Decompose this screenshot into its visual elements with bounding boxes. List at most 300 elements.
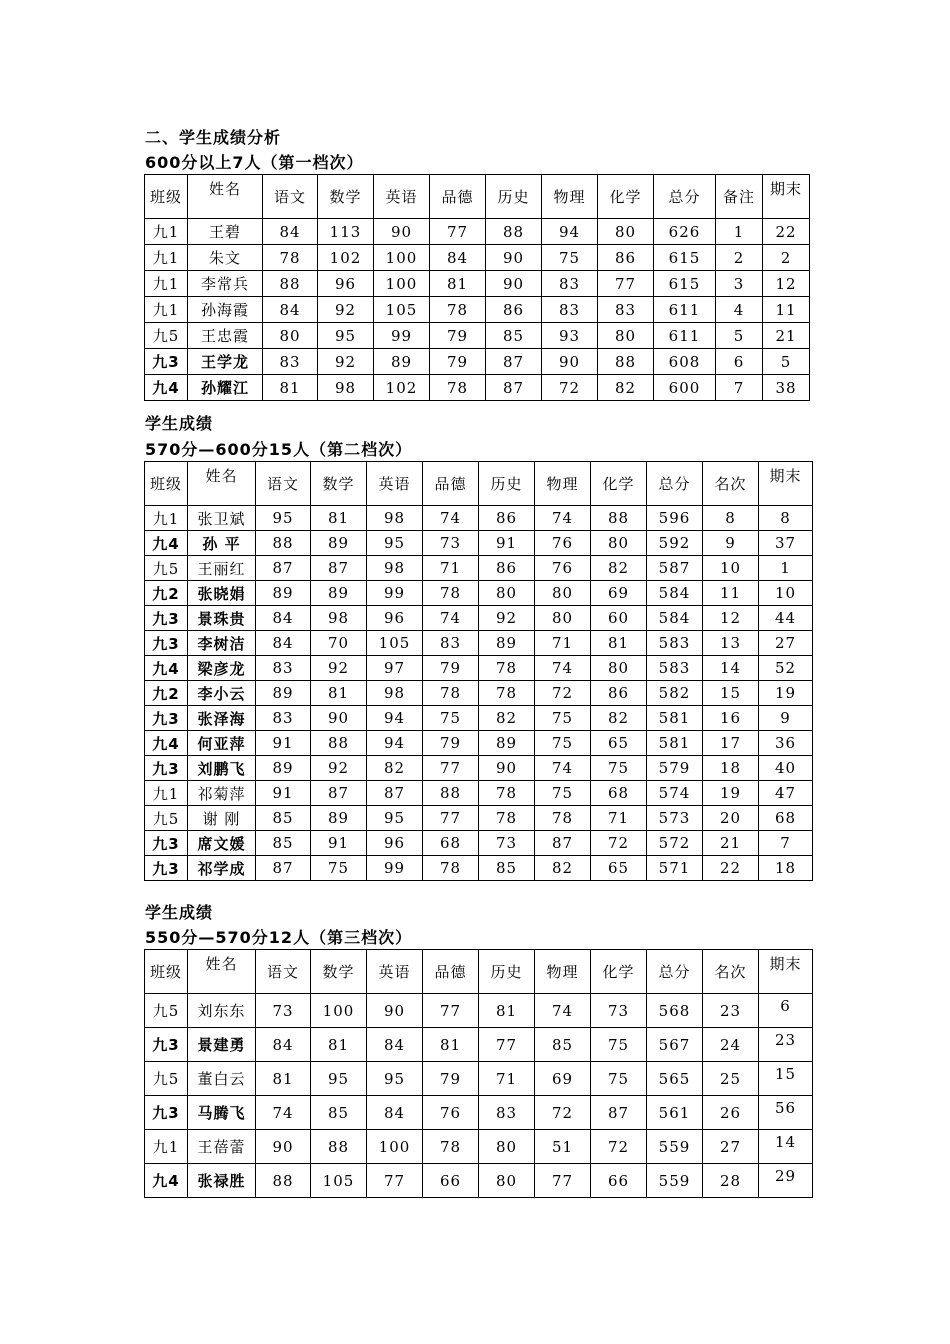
score-cell: 85 (479, 856, 535, 881)
score-cell: 608 (654, 349, 716, 375)
tier1-header-cell: 语文 (263, 175, 318, 219)
score-cell: 89 (479, 731, 535, 756)
score-cell: 10 (759, 581, 813, 606)
score-cell: 75 (423, 706, 479, 731)
score-cell: 40 (759, 756, 813, 781)
score-cell: 579 (647, 756, 703, 781)
table-row (145, 706, 813, 731)
score-cell: 93 (542, 323, 598, 349)
score-cell: 79 (430, 323, 486, 349)
score-cell: 105 (311, 1164, 367, 1198)
score-cell: 75 (591, 1062, 647, 1096)
score-cell: 87 (486, 375, 542, 401)
score-cell: 94 (542, 219, 598, 245)
score-cell: 583 (647, 656, 703, 681)
score-cell: 5 (763, 349, 810, 375)
table-row (145, 806, 813, 831)
class-cell: 九3 (145, 706, 188, 731)
tier3-header-cell: 化学 (591, 950, 647, 994)
score-cell: 73 (256, 994, 311, 1028)
student-name-cell: 何亚萍 (188, 731, 256, 756)
table-row (145, 1164, 813, 1198)
score-cell: 51 (535, 1130, 591, 1164)
score-cell: 79 (423, 656, 479, 681)
student-name-cell: 张晓娟 (188, 581, 256, 606)
score-cell: 27 (703, 1130, 759, 1164)
student-name-cell: 孙 平 (188, 531, 256, 556)
score-cell: 574 (647, 781, 703, 806)
score-cell: 92 (318, 297, 374, 323)
score-cell: 77 (430, 219, 486, 245)
tier3-header-cell: 数学 (311, 950, 367, 994)
score-cell: 80 (591, 656, 647, 681)
score-cell: 100 (367, 1130, 423, 1164)
score-cell: 87 (256, 856, 311, 881)
score-cell: 83 (479, 1096, 535, 1130)
tier1-header-cell: 英语 (374, 175, 430, 219)
table-row (145, 219, 810, 245)
student-name-cell: 李树洁 (188, 631, 256, 656)
score-cell: 7 (716, 375, 763, 401)
score-cell: 85 (256, 831, 311, 856)
score-cell: 615 (654, 245, 716, 271)
score-cell: 13 (703, 631, 759, 656)
score-cell: 70 (311, 631, 367, 656)
score-cell: 72 (535, 681, 591, 706)
tier1-header-cell: 备注 (716, 175, 763, 219)
score-cell: 12 (763, 271, 810, 297)
score-cell: 56 (759, 1096, 813, 1130)
score-cell: 80 (598, 323, 654, 349)
class-cell: 九1 (145, 219, 188, 245)
score-cell: 83 (423, 631, 479, 656)
score-cell: 102 (318, 245, 374, 271)
score-cell: 74 (423, 606, 479, 631)
score-cell: 72 (542, 375, 598, 401)
table-row (145, 375, 810, 401)
score-cell: 78 (430, 297, 486, 323)
score-cell: 78 (430, 375, 486, 401)
score-cell: 2 (763, 245, 810, 271)
tier2-header-cell: 历史 (479, 462, 535, 506)
tier3-header-cell: 历史 (479, 950, 535, 994)
score-cell: 84 (256, 631, 311, 656)
score-cell: 79 (430, 349, 486, 375)
table-row (145, 994, 813, 1028)
score-cell: 95 (367, 1062, 423, 1096)
score-cell: 74 (535, 756, 591, 781)
score-cell: 29 (759, 1164, 813, 1198)
tier1-header-row (145, 175, 810, 219)
student-name-cell: 张禄胜 (188, 1164, 256, 1198)
table-row (145, 1028, 813, 1062)
score-cell: 72 (591, 1130, 647, 1164)
score-cell: 89 (256, 756, 311, 781)
class-cell: 九3 (145, 606, 188, 631)
score-cell: 77 (423, 994, 479, 1028)
tier2-header-cell: 品德 (423, 462, 479, 506)
score-cell: 99 (374, 323, 430, 349)
score-cell: 66 (591, 1164, 647, 1198)
score-cell: 100 (311, 994, 367, 1028)
score-cell: 88 (311, 1130, 367, 1164)
student-name-cell: 祁菊萍 (188, 781, 256, 806)
class-cell: 九2 (145, 581, 188, 606)
tier2-table-header (145, 462, 813, 506)
score-cell: 83 (542, 297, 598, 323)
score-cell: 84 (263, 219, 318, 245)
score-cell: 97 (367, 656, 423, 681)
class-cell: 九1 (145, 271, 188, 297)
score-cell: 84 (430, 245, 486, 271)
score-cell: 77 (367, 1164, 423, 1198)
score-cell: 47 (759, 781, 813, 806)
score-cell: 20 (703, 806, 759, 831)
student-name-cell: 景珠贵 (188, 606, 256, 631)
tier1-header-cell: 数学 (318, 175, 374, 219)
score-cell: 87 (311, 556, 367, 581)
table-row (145, 681, 813, 706)
score-cell: 78 (479, 656, 535, 681)
score-cell: 76 (535, 556, 591, 581)
score-cell: 78 (423, 681, 479, 706)
tier2-header-cell: 期末 (759, 462, 813, 506)
tier3-header-row (145, 950, 813, 994)
score-cell: 19 (759, 681, 813, 706)
student-name-cell: 席文媛 (188, 831, 256, 856)
table-row (145, 506, 813, 531)
score-cell: 78 (423, 1130, 479, 1164)
score-cell: 8 (703, 506, 759, 531)
score-cell: 65 (591, 731, 647, 756)
score-cell: 86 (591, 681, 647, 706)
table-row (145, 531, 813, 556)
tier1-header-cell: 期末 (763, 175, 810, 219)
class-cell: 九4 (145, 1164, 188, 1198)
tier1-score-table (144, 174, 810, 401)
score-cell: 75 (535, 781, 591, 806)
tier3-score-table (144, 949, 813, 1198)
score-cell: 66 (423, 1164, 479, 1198)
score-cell: 99 (367, 581, 423, 606)
student-name-cell: 梁彦龙 (188, 656, 256, 681)
score-cell: 4 (716, 297, 763, 323)
score-cell: 91 (256, 731, 311, 756)
score-cell: 78 (423, 581, 479, 606)
score-cell: 83 (263, 349, 318, 375)
score-cell: 68 (591, 781, 647, 806)
score-cell: 100 (374, 271, 430, 297)
tier3-header-cell: 语文 (256, 950, 311, 994)
score-cell: 592 (647, 531, 703, 556)
score-cell: 77 (479, 1028, 535, 1062)
score-cell: 7 (759, 831, 813, 856)
score-cell: 88 (423, 781, 479, 806)
score-cell: 600 (654, 375, 716, 401)
class-cell: 九3 (145, 1028, 188, 1062)
student-name-cell: 董白云 (188, 1062, 256, 1096)
score-cell: 17 (703, 731, 759, 756)
score-cell: 90 (256, 1130, 311, 1164)
score-cell: 583 (647, 631, 703, 656)
score-cell: 90 (367, 994, 423, 1028)
score-cell: 85 (486, 323, 542, 349)
student-name-cell: 孙耀江 (188, 375, 263, 401)
score-cell: 78 (479, 781, 535, 806)
score-cell: 79 (423, 731, 479, 756)
tier1-table-header (145, 175, 810, 219)
class-cell: 九3 (145, 756, 188, 781)
score-cell: 615 (654, 271, 716, 297)
score-cell: 71 (423, 556, 479, 581)
score-cell: 71 (591, 806, 647, 831)
score-cell: 24 (703, 1028, 759, 1062)
tier3-header-cell: 姓名 (188, 950, 256, 994)
score-cell: 76 (423, 1096, 479, 1130)
score-cell: 26 (703, 1096, 759, 1130)
score-cell: 98 (367, 556, 423, 581)
score-cell: 102 (374, 375, 430, 401)
score-cell: 25 (703, 1062, 759, 1096)
table-row (145, 856, 813, 881)
score-cell: 85 (256, 806, 311, 831)
score-cell: 27 (759, 631, 813, 656)
tier1-header-cell: 品德 (430, 175, 486, 219)
tier2-header-row (145, 462, 813, 506)
score-cell: 72 (591, 831, 647, 856)
class-cell: 九3 (145, 856, 188, 881)
score-cell: 78 (479, 681, 535, 706)
score-cell: 81 (311, 1028, 367, 1062)
score-cell: 15 (759, 1062, 813, 1096)
student-name-cell: 祁学成 (188, 856, 256, 881)
score-cell: 90 (374, 219, 430, 245)
class-cell: 九4 (145, 731, 188, 756)
class-cell: 九4 (145, 531, 188, 556)
score-cell: 2 (716, 245, 763, 271)
score-cell: 95 (318, 323, 374, 349)
score-cell: 23 (759, 1028, 813, 1062)
score-cell: 87 (256, 556, 311, 581)
score-cell: 100 (374, 245, 430, 271)
score-cell: 82 (598, 375, 654, 401)
score-cell: 87 (367, 781, 423, 806)
score-cell: 98 (367, 681, 423, 706)
score-cell: 105 (367, 631, 423, 656)
class-cell: 九3 (145, 631, 188, 656)
score-cell: 83 (256, 656, 311, 681)
score-cell: 88 (591, 506, 647, 531)
score-cell: 81 (263, 375, 318, 401)
score-cell: 84 (367, 1096, 423, 1130)
tier1-header-cell: 总分 (654, 175, 716, 219)
score-cell: 80 (263, 323, 318, 349)
score-cell: 86 (486, 297, 542, 323)
score-cell: 80 (535, 581, 591, 606)
tier1-heading: 600分以上7人（第一档次） (145, 153, 364, 172)
score-cell: 80 (598, 219, 654, 245)
tier2-heading: 570分—600分15人（第二档次） (145, 440, 413, 459)
score-cell: 82 (479, 706, 535, 731)
score-cell: 98 (367, 506, 423, 531)
section-title: 二、学生成绩分析 (145, 128, 282, 147)
tier2-header-cell: 名次 (703, 462, 759, 506)
class-cell: 九3 (145, 1096, 188, 1130)
score-cell: 71 (535, 631, 591, 656)
score-cell: 91 (479, 531, 535, 556)
score-cell: 94 (367, 731, 423, 756)
score-cell: 87 (311, 781, 367, 806)
tier3-label: 学生成绩 (145, 903, 214, 922)
score-cell: 611 (654, 323, 716, 349)
tier1-header-cell: 化学 (598, 175, 654, 219)
class-cell: 九5 (145, 1062, 188, 1096)
table-row (145, 656, 813, 681)
score-cell: 76 (535, 531, 591, 556)
score-cell: 95 (367, 531, 423, 556)
student-name-cell: 朱文 (188, 245, 263, 271)
student-name-cell: 李小云 (188, 681, 256, 706)
tier2-header-cell: 数学 (311, 462, 367, 506)
score-cell: 565 (647, 1062, 703, 1096)
score-cell: 581 (647, 731, 703, 756)
score-cell: 22 (703, 856, 759, 881)
table-row (145, 1130, 813, 1164)
score-cell: 73 (591, 994, 647, 1028)
tier2-header-cell: 语文 (256, 462, 311, 506)
score-cell: 83 (598, 297, 654, 323)
score-cell: 567 (647, 1028, 703, 1062)
table-row (145, 606, 813, 631)
score-cell: 74 (535, 656, 591, 681)
score-cell: 80 (591, 531, 647, 556)
tier3-table-header (145, 950, 813, 994)
score-cell: 587 (647, 556, 703, 581)
score-cell: 14 (703, 656, 759, 681)
score-cell: 77 (423, 806, 479, 831)
tier3-heading: 550分—570分12人（第三档次） (145, 928, 413, 947)
score-cell: 88 (263, 271, 318, 297)
score-cell: 87 (486, 349, 542, 375)
score-cell: 573 (647, 806, 703, 831)
score-cell: 81 (430, 271, 486, 297)
table-row (145, 245, 810, 271)
student-name-cell: 王碧 (188, 219, 263, 245)
tier3-header-cell: 班级 (145, 950, 188, 994)
score-cell: 81 (256, 1062, 311, 1096)
score-cell: 88 (256, 1164, 311, 1198)
student-name-cell: 马腾飞 (188, 1096, 256, 1130)
tier3-header-cell: 期末 (759, 950, 813, 994)
score-cell: 80 (479, 1164, 535, 1198)
student-name-cell: 王蓓蕾 (188, 1130, 256, 1164)
score-cell: 52 (759, 656, 813, 681)
student-name-cell: 谢 刚 (188, 806, 256, 831)
score-cell: 36 (759, 731, 813, 756)
table-row (145, 297, 810, 323)
score-cell: 86 (479, 506, 535, 531)
score-cell: 75 (311, 856, 367, 881)
score-cell: 96 (318, 271, 374, 297)
score-cell: 74 (535, 506, 591, 531)
score-cell: 584 (647, 581, 703, 606)
score-cell: 105 (374, 297, 430, 323)
score-cell: 81 (423, 1028, 479, 1062)
score-cell: 89 (374, 349, 430, 375)
score-cell: 92 (311, 756, 367, 781)
score-cell: 81 (311, 506, 367, 531)
class-cell: 九4 (145, 375, 188, 401)
score-cell: 44 (759, 606, 813, 631)
table-row (145, 581, 813, 606)
score-cell: 88 (256, 531, 311, 556)
score-cell: 83 (542, 271, 598, 297)
score-cell: 80 (479, 581, 535, 606)
score-cell: 88 (598, 349, 654, 375)
score-cell: 80 (535, 606, 591, 631)
score-cell: 23 (703, 994, 759, 1028)
table-row (145, 323, 810, 349)
class-cell: 九4 (145, 656, 188, 681)
score-cell: 78 (535, 806, 591, 831)
class-cell: 九1 (145, 297, 188, 323)
tier3-header-cell: 总分 (647, 950, 703, 994)
student-name-cell: 王丽红 (188, 556, 256, 581)
score-cell: 85 (311, 1096, 367, 1130)
score-cell: 89 (311, 806, 367, 831)
student-name-cell: 景建勇 (188, 1028, 256, 1062)
score-cell: 86 (598, 245, 654, 271)
table-row (145, 556, 813, 581)
student-name-cell: 张泽海 (188, 706, 256, 731)
score-cell: 99 (367, 856, 423, 881)
table-row (145, 1096, 813, 1130)
score-cell: 6 (716, 349, 763, 375)
score-cell: 81 (591, 631, 647, 656)
tier3-table-body (145, 994, 813, 1198)
score-cell: 16 (703, 706, 759, 731)
class-cell: 九3 (145, 831, 188, 856)
score-cell: 78 (479, 806, 535, 831)
class-cell: 九5 (145, 806, 188, 831)
tier2-header-cell: 总分 (647, 462, 703, 506)
score-cell: 113 (318, 219, 374, 245)
table-row (145, 631, 813, 656)
score-cell: 82 (591, 706, 647, 731)
class-cell: 九5 (145, 323, 188, 349)
class-cell: 九1 (145, 781, 188, 806)
score-cell: 98 (311, 606, 367, 631)
score-cell: 80 (479, 1130, 535, 1164)
score-cell: 561 (647, 1096, 703, 1130)
score-cell: 1 (759, 556, 813, 581)
score-cell: 72 (535, 1096, 591, 1130)
tier2-table-body (145, 506, 813, 881)
score-cell: 73 (423, 531, 479, 556)
score-cell: 75 (591, 756, 647, 781)
score-cell: 11 (763, 297, 810, 323)
class-cell: 九3 (145, 349, 188, 375)
score-cell: 28 (703, 1164, 759, 1198)
score-cell: 12 (703, 606, 759, 631)
score-cell: 84 (256, 606, 311, 631)
score-cell: 78 (423, 856, 479, 881)
student-name-cell: 刘东东 (188, 994, 256, 1028)
class-cell: 九1 (145, 506, 188, 531)
class-cell: 九1 (145, 245, 188, 271)
score-cell: 18 (759, 856, 813, 881)
tier3-header-cell: 物理 (535, 950, 591, 994)
